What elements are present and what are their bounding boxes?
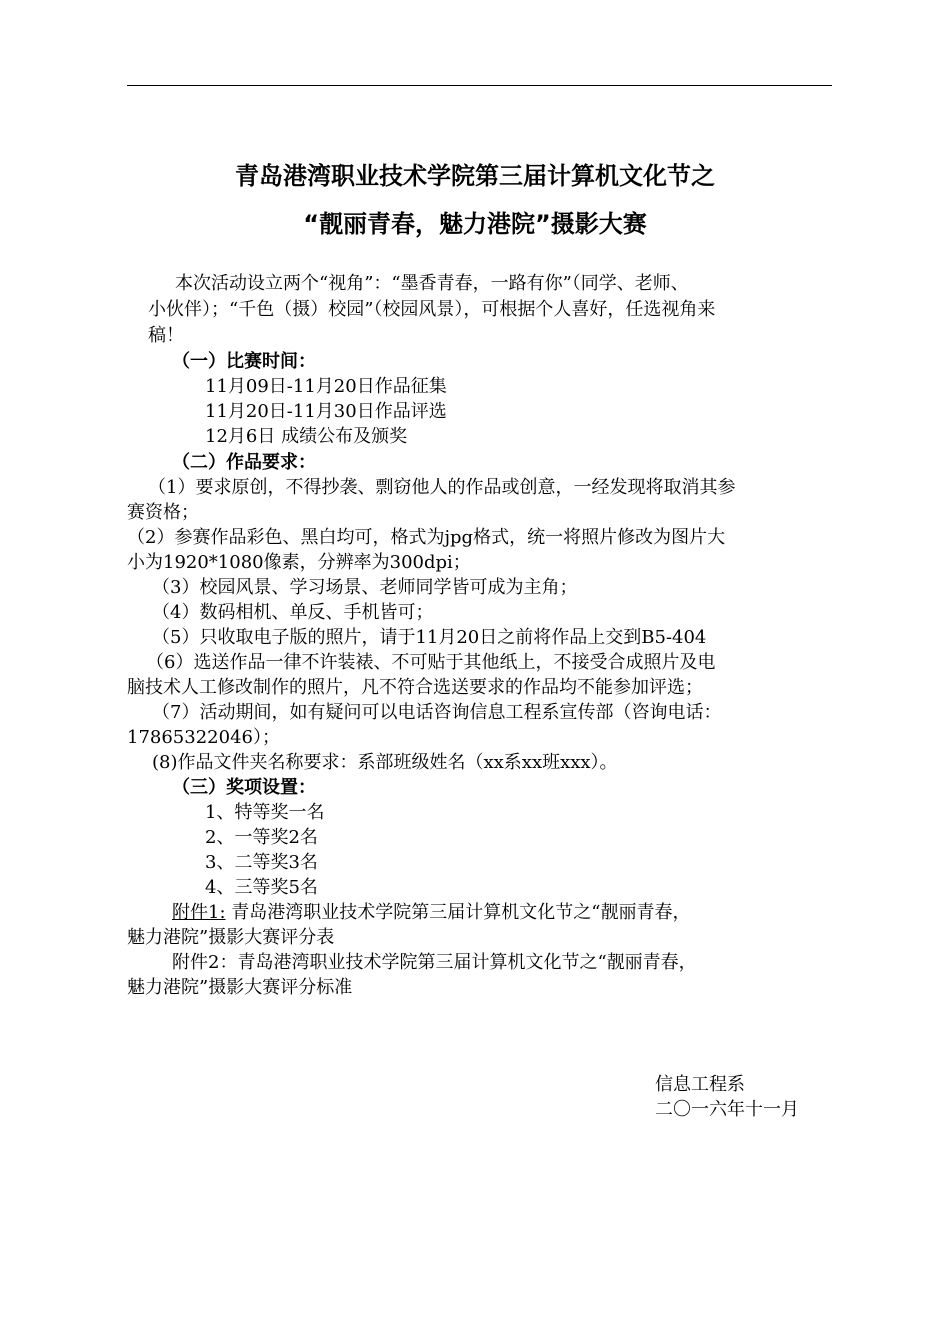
schedule-item-2: 11月20日-11月30日作品评选 <box>205 401 447 422</box>
attachment-1-cont: 魅力港院”摄影大赛评分表 <box>127 927 335 948</box>
requirement-line-3: （3）校园风景、学习场景、老师同学皆可成为主角； <box>152 577 578 598</box>
requirement-line-7: （7）活动期间，如有疑问可以电话咨询信息工程系宣传部（咨询电话： <box>152 702 722 723</box>
award-item-1: 1、特等奖一名 <box>205 802 325 823</box>
award-item-2: 2、一等奖2名 <box>205 827 318 848</box>
schedule-item-3: 12月6日 成绩公布及颁奖 <box>205 426 408 447</box>
section-heading-awards: （三）奖项设置： <box>172 777 316 798</box>
attachment-1-label[interactable]: 附件1: <box>172 902 226 923</box>
requirement-line-7-cont: 17865322046）； <box>127 727 280 748</box>
requirement-line-5: （5）只收取电子版的照片，请于11月20日之前将作品上交到B5-404 <box>152 627 707 648</box>
requirement-line-2-cont: 小为1920*1080像素，分辨率为300dpi； <box>127 552 471 573</box>
intro-line-2: 小伙伴）；“千色（摄）校园”（校园风景），可根据个人喜好，任选视角来 <box>148 299 716 320</box>
attachment-2: 附件2：青岛港湾职业技术学院第三届计算机文化节之“靓丽青春， <box>172 952 697 973</box>
requirement-line-6: （6）选送作品一律不许装裱、不可贴于其他纸上，不接受合成照片及电 <box>146 652 716 673</box>
attachment-1-text: 青岛港湾职业技术学院第三届计算机文化节之“靓丽青春， <box>231 902 691 923</box>
header-rule <box>127 85 832 86</box>
document-title-line2: “靓丽青春，魅力港院”摄影大赛 <box>303 210 647 238</box>
requirement-line-2: （2）参赛作品彩色、黑白均可，格式为jpg格式，统一将照片修改为图片大 <box>127 527 726 548</box>
intro-line-3: 稿！ <box>148 325 184 346</box>
attachment-1 <box>172 900 690 926</box>
schedule-item-1: 11月09日-11月20日作品征集 <box>205 376 447 397</box>
attachment-2-cont: 魅力港院”摄影大赛评分标准 <box>127 977 353 998</box>
section-heading-requirements: （二）作品要求： <box>172 452 316 473</box>
signature-department: 信息工程系 <box>655 1074 745 1095</box>
requirement-line-1-cont: 赛资格； <box>127 502 199 523</box>
requirement-line-1: （1）要求原创，不得抄袭、剽窃他人的作品或创意，一经发现将取消其参 <box>148 477 736 498</box>
section-heading-time: （一）比赛时间： <box>172 351 316 372</box>
requirement-line-6-cont: 脑技术人工修改制作的照片，凡不符合选送要求的作品均不能参加评选； <box>127 677 703 698</box>
award-item-3: 3、二等奖3名 <box>205 852 318 873</box>
award-item-4: 4、三等奖5名 <box>205 877 318 898</box>
requirement-line-8: (8)作品文件夹名称要求：系部班级姓名（xx系xx班xxx）。 <box>152 752 618 773</box>
intro-line-1: 本次活动设立两个“视角”：“墨香青春，一路有你”（同学、老师、 <box>175 273 689 294</box>
requirement-line-4: （4）数码相机、单反、手机皆可； <box>152 602 434 623</box>
signature-date: 二〇一六年十一月 <box>655 1099 799 1120</box>
document-title-line1: 青岛港湾职业技术学院第三届计算机文化节之 <box>235 162 715 190</box>
